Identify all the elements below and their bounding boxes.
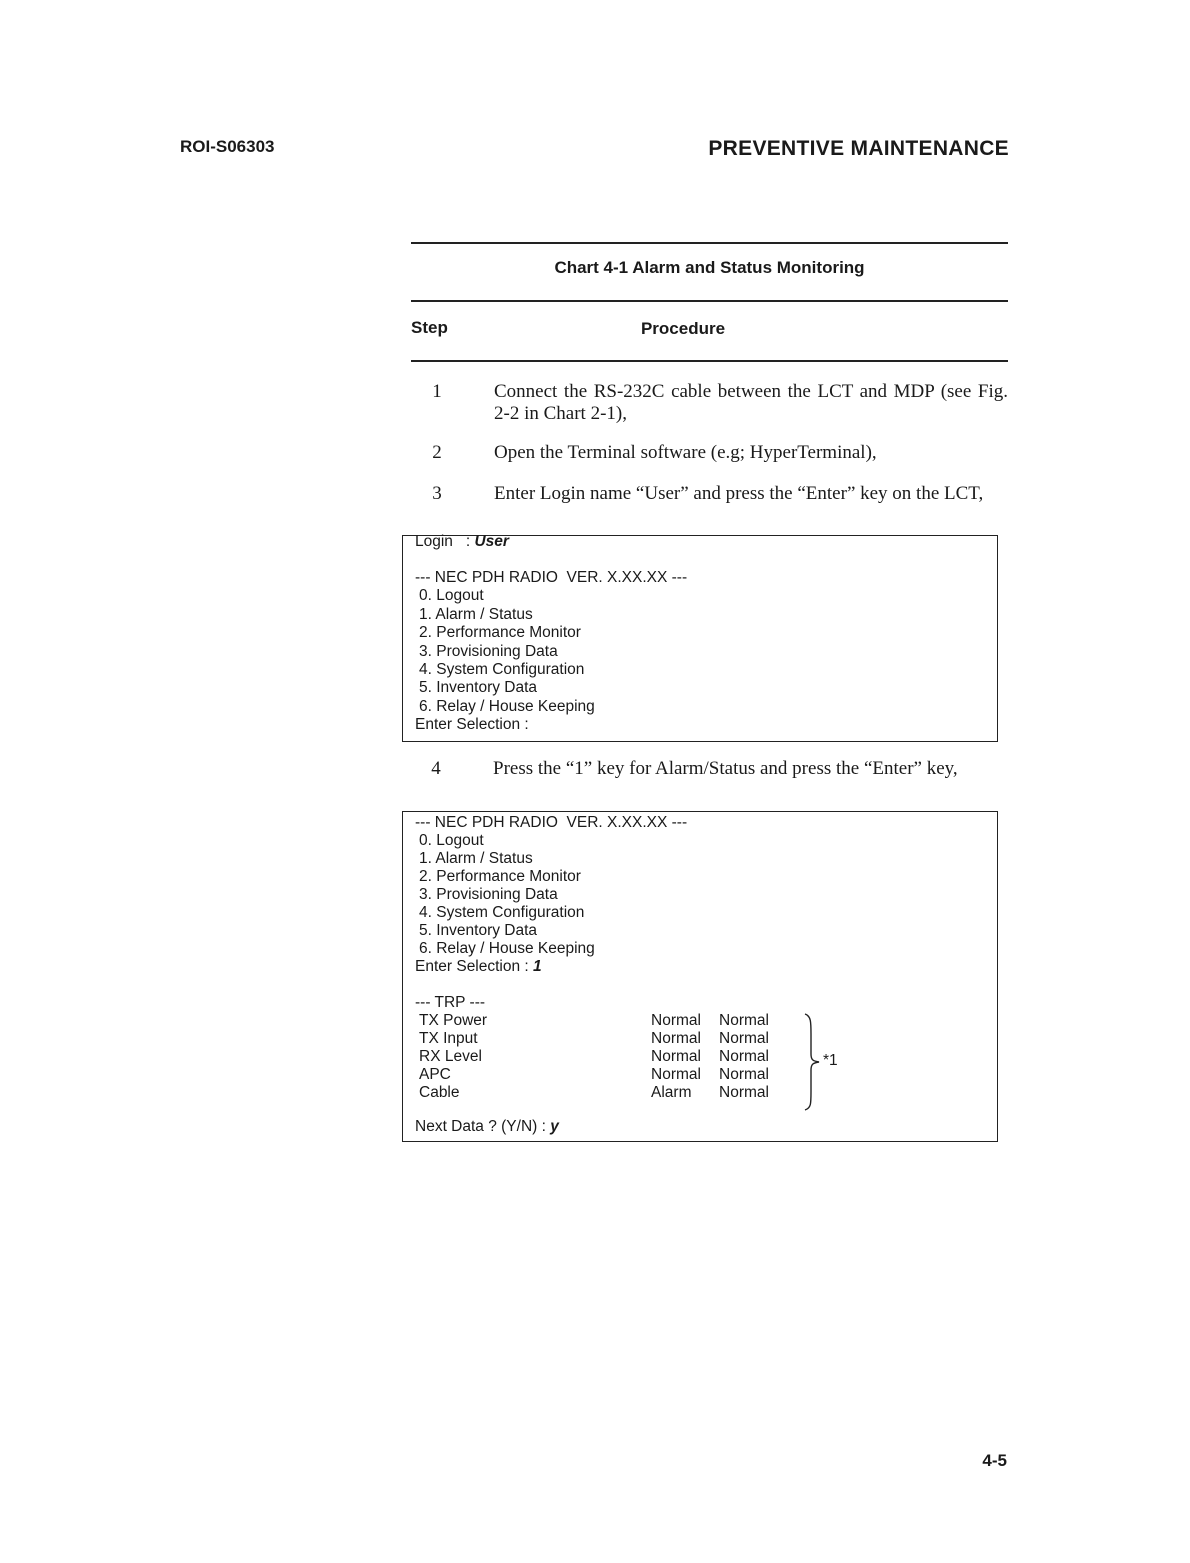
trp-label: TX Input bbox=[419, 1030, 478, 1047]
document-id: ROI-S06303 bbox=[180, 137, 275, 156]
step-text: Connect the RS-232C cable between the LCT and MDP (see Fig. 2-2 in Chart 2-1), bbox=[494, 381, 1008, 424]
trp-label: TX Power bbox=[419, 1012, 488, 1029]
menu-item: 2. Performance Monitor bbox=[419, 624, 581, 641]
menu-item: 5. Inventory Data bbox=[419, 922, 538, 939]
rule-mid bbox=[411, 300, 1008, 302]
selection-value: 1 bbox=[533, 958, 542, 975]
terminal-banner: --- NEC PDH RADIO VER. X.XX.XX --- bbox=[415, 569, 688, 586]
login-value: User bbox=[474, 533, 509, 550]
trp-status-1: Normal bbox=[651, 1048, 701, 1065]
trp-status-1: Normal bbox=[651, 1012, 701, 1029]
selection-prompt-label: Enter Selection : bbox=[415, 958, 534, 975]
trp-label: APC bbox=[419, 1066, 451, 1083]
step-number: 1 bbox=[432, 381, 442, 402]
trp-status-2: Normal bbox=[719, 1030, 769, 1047]
step-number: 3 bbox=[432, 483, 442, 504]
selection-prompt bbox=[415, 958, 542, 976]
trp-status-2: Normal bbox=[719, 1066, 769, 1083]
next-data-answer: y bbox=[550, 1118, 559, 1135]
trp-status-1: Normal bbox=[651, 1066, 701, 1083]
menu-item: 6. Relay / House Keeping bbox=[419, 698, 595, 715]
terminal-screen-login bbox=[402, 535, 998, 742]
menu-item: 5. Inventory Data bbox=[419, 679, 538, 696]
menu-item: 6. Relay / House Keeping bbox=[419, 940, 595, 957]
trp-label: RX Level bbox=[419, 1048, 482, 1065]
login-label: Login : bbox=[415, 533, 475, 550]
column-header-step: Step bbox=[411, 318, 448, 337]
menu-item: 4. System Configuration bbox=[419, 904, 585, 921]
step-text: Enter Login name “User” and press the “Enter” key on the LCT, bbox=[494, 483, 984, 504]
page-number: 4-5 bbox=[982, 1451, 1007, 1470]
section-title: PREVENTIVE MAINTENANCE bbox=[708, 137, 1009, 160]
next-data-label: Next Data ? (Y/N) : bbox=[415, 1118, 551, 1135]
step-text: Open the Terminal software (e.g; HyperTerminal), bbox=[494, 442, 877, 463]
login-line bbox=[415, 533, 509, 551]
terminal-screen-alarm-status bbox=[402, 811, 998, 1142]
next-data-prompt bbox=[415, 1118, 559, 1136]
footnote-marker: *1 bbox=[823, 1052, 838, 1069]
rule-top bbox=[411, 242, 1008, 244]
chart-title: Chart 4-1 Alarm and Status Monitoring bbox=[554, 258, 865, 277]
trp-status-2: Normal bbox=[719, 1048, 769, 1065]
menu-item: 3. Provisioning Data bbox=[419, 886, 558, 903]
menu-item: 2. Performance Monitor bbox=[419, 868, 581, 885]
step-number: 4 bbox=[431, 758, 441, 779]
terminal-banner: --- NEC PDH RADIO VER. X.XX.XX --- bbox=[415, 814, 688, 831]
menu-item: 3. Provisioning Data bbox=[419, 643, 558, 660]
menu-item: 0. Logout bbox=[419, 832, 484, 849]
menu-item: 4. System Configuration bbox=[419, 661, 585, 678]
trp-status-1: Normal bbox=[651, 1030, 701, 1047]
menu-item: 1. Alarm / Status bbox=[419, 850, 533, 867]
trp-header: --- TRP --- bbox=[415, 994, 486, 1011]
trp-status-1: Alarm bbox=[651, 1084, 692, 1101]
trp-status-2: Normal bbox=[719, 1084, 769, 1101]
step-number: 2 bbox=[432, 442, 442, 463]
rule-bottom bbox=[411, 360, 1008, 362]
selection-prompt: Enter Selection : bbox=[415, 716, 534, 733]
trp-label: Cable bbox=[419, 1084, 460, 1101]
trp-status-2: Normal bbox=[719, 1012, 769, 1029]
menu-item: 0. Logout bbox=[419, 587, 484, 604]
column-header-procedure: Procedure bbox=[640, 319, 726, 338]
menu-item: 1. Alarm / Status bbox=[419, 606, 533, 623]
step-text: Press the “1” key for Alarm/Status and press the “Enter” key, bbox=[493, 758, 958, 779]
